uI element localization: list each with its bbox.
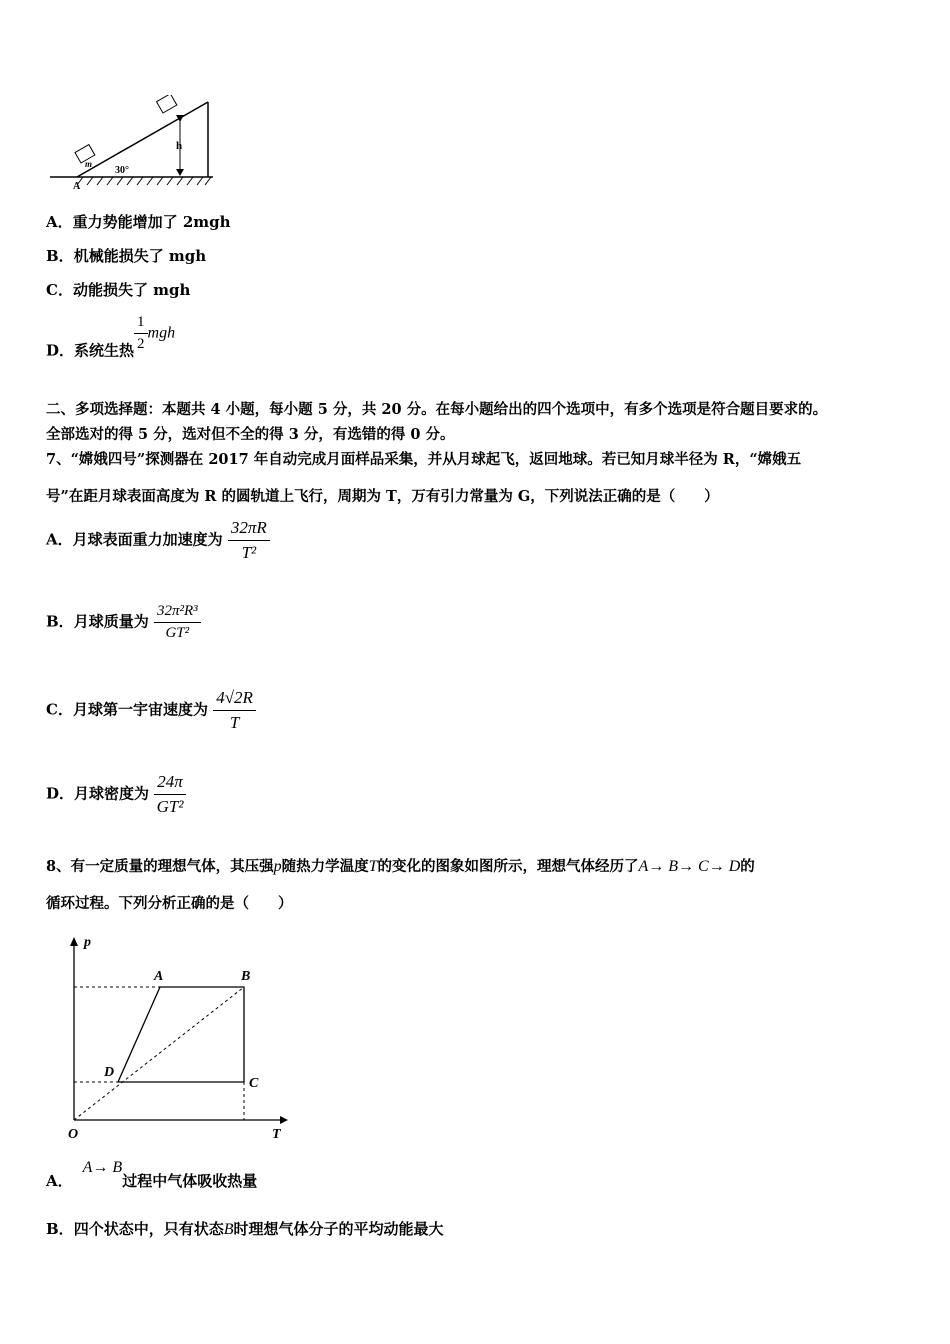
q7-option-b[interactable] [46, 603, 201, 642]
point-C-label: C [249, 1076, 259, 1091]
point-a-label: A [73, 181, 81, 192]
option-text: 月球表面重力加速度为 [72, 530, 223, 549]
q8-stem-line2: 循环过程。下列分析正确的是（ ） [46, 895, 293, 912]
option-text: 月球密度为 [74, 784, 150, 803]
section2-line2: 全部选对的得 5 分，选对但不全的得 3 分，有选错的得 0 分。 [46, 426, 455, 443]
fraction: $\frac{1}{2}$ [134, 314, 148, 353]
option-letter: B． [46, 1220, 74, 1238]
option-letter: A． [46, 213, 73, 231]
option-text: 重力势能增加了 2mgh [72, 213, 231, 231]
option-letter: B． [46, 612, 74, 631]
pT-diagram [60, 930, 295, 1145]
q6-option-d[interactable] [46, 314, 175, 361]
q6-option-b[interactable] [46, 245, 206, 266]
option-text: 机械能损失了 mgh [73, 247, 207, 265]
height-h-label: h [176, 140, 183, 152]
axis-p-label: p [84, 935, 91, 950]
q6-option-a[interactable] [46, 211, 231, 232]
option-text-post: 时理想气体分子的平均动能最大 [233, 1220, 444, 1238]
q6-option-c[interactable] [46, 279, 190, 300]
fraction: $\frac{24\pi}{\text{GT²}}$ [154, 772, 186, 817]
option-letter: D． [46, 341, 75, 360]
var-B: B [223, 1221, 234, 1238]
block-m-label: m [85, 159, 93, 169]
option-letter: B． [46, 247, 74, 265]
option-letter: D． [46, 784, 75, 803]
option-text-pre: 四个状态中，只有状态 [73, 1220, 224, 1238]
option-letter: C． [46, 281, 73, 299]
q7-option-c[interactable] [46, 688, 256, 733]
option-letter: A． [46, 1172, 73, 1190]
incline-figure [45, 95, 220, 195]
math-tail: mgh [147, 324, 176, 342]
angle-label: 30° [115, 165, 129, 176]
option-text: 过程中气体吸收热量 [122, 1172, 258, 1190]
origin-label: O [68, 1127, 79, 1142]
axis-T-label: T [272, 1127, 281, 1142]
fraction: $\frac{4√2R}{T}$ [213, 688, 256, 733]
q7-stem-line1: 7、“嫦娥四号”探测器在 2017 年自动完成月面样品采集，并从月球起飞，返回地球。若已知月球半径为 R，“嫦娥五 [46, 451, 802, 468]
point-D-label: D [104, 1065, 115, 1080]
q7-option-a[interactable] [46, 518, 270, 563]
fraction: $\frac{32\pi R}{\text{T²}}$ [228, 518, 270, 563]
q8-option-b[interactable] [46, 1218, 444, 1239]
q7-stem-line2: 号”在距月球表面高度为 R 的圆轨道上飞行，周期为 T，万有引力常量为 G，下列说法正确的是（ ） [46, 488, 719, 505]
var-p: p [273, 858, 282, 875]
option-text: 月球第一宇宙速度为 [72, 700, 208, 719]
option-text: 系统生热 [74, 341, 135, 360]
option-text: 月球质量为 [73, 612, 149, 631]
q7-option-d[interactable] [46, 772, 186, 817]
option-letter: C． [46, 700, 73, 719]
process-math: A→ B→ C→ D [638, 858, 741, 875]
option-letter: A． [46, 530, 73, 549]
q8-option-a[interactable] [46, 1158, 257, 1191]
point-B-label: B [241, 969, 251, 984]
var-T: T [368, 858, 378, 875]
section2-line1: 二、多项选择题：本题共 4 小题，每小题 5 分，共 20 分。在每小题给出的四个选项中，有多个选项是符合题目要求的。 [46, 401, 828, 418]
point-A-label: A [154, 969, 164, 984]
q8-stem-line1: 8、有一定质量的理想气体，其压强p随热力学温度T的变化的图象如图所示，理想气体经历了A→ B→ C→ D的 [46, 858, 755, 875]
option-text: 动能损失了 mgh [72, 281, 191, 299]
math-AB: A→ B [82, 1159, 123, 1176]
fraction: $\frac{\text{32π²R³}}{\text{GT²}}$ [154, 603, 201, 642]
